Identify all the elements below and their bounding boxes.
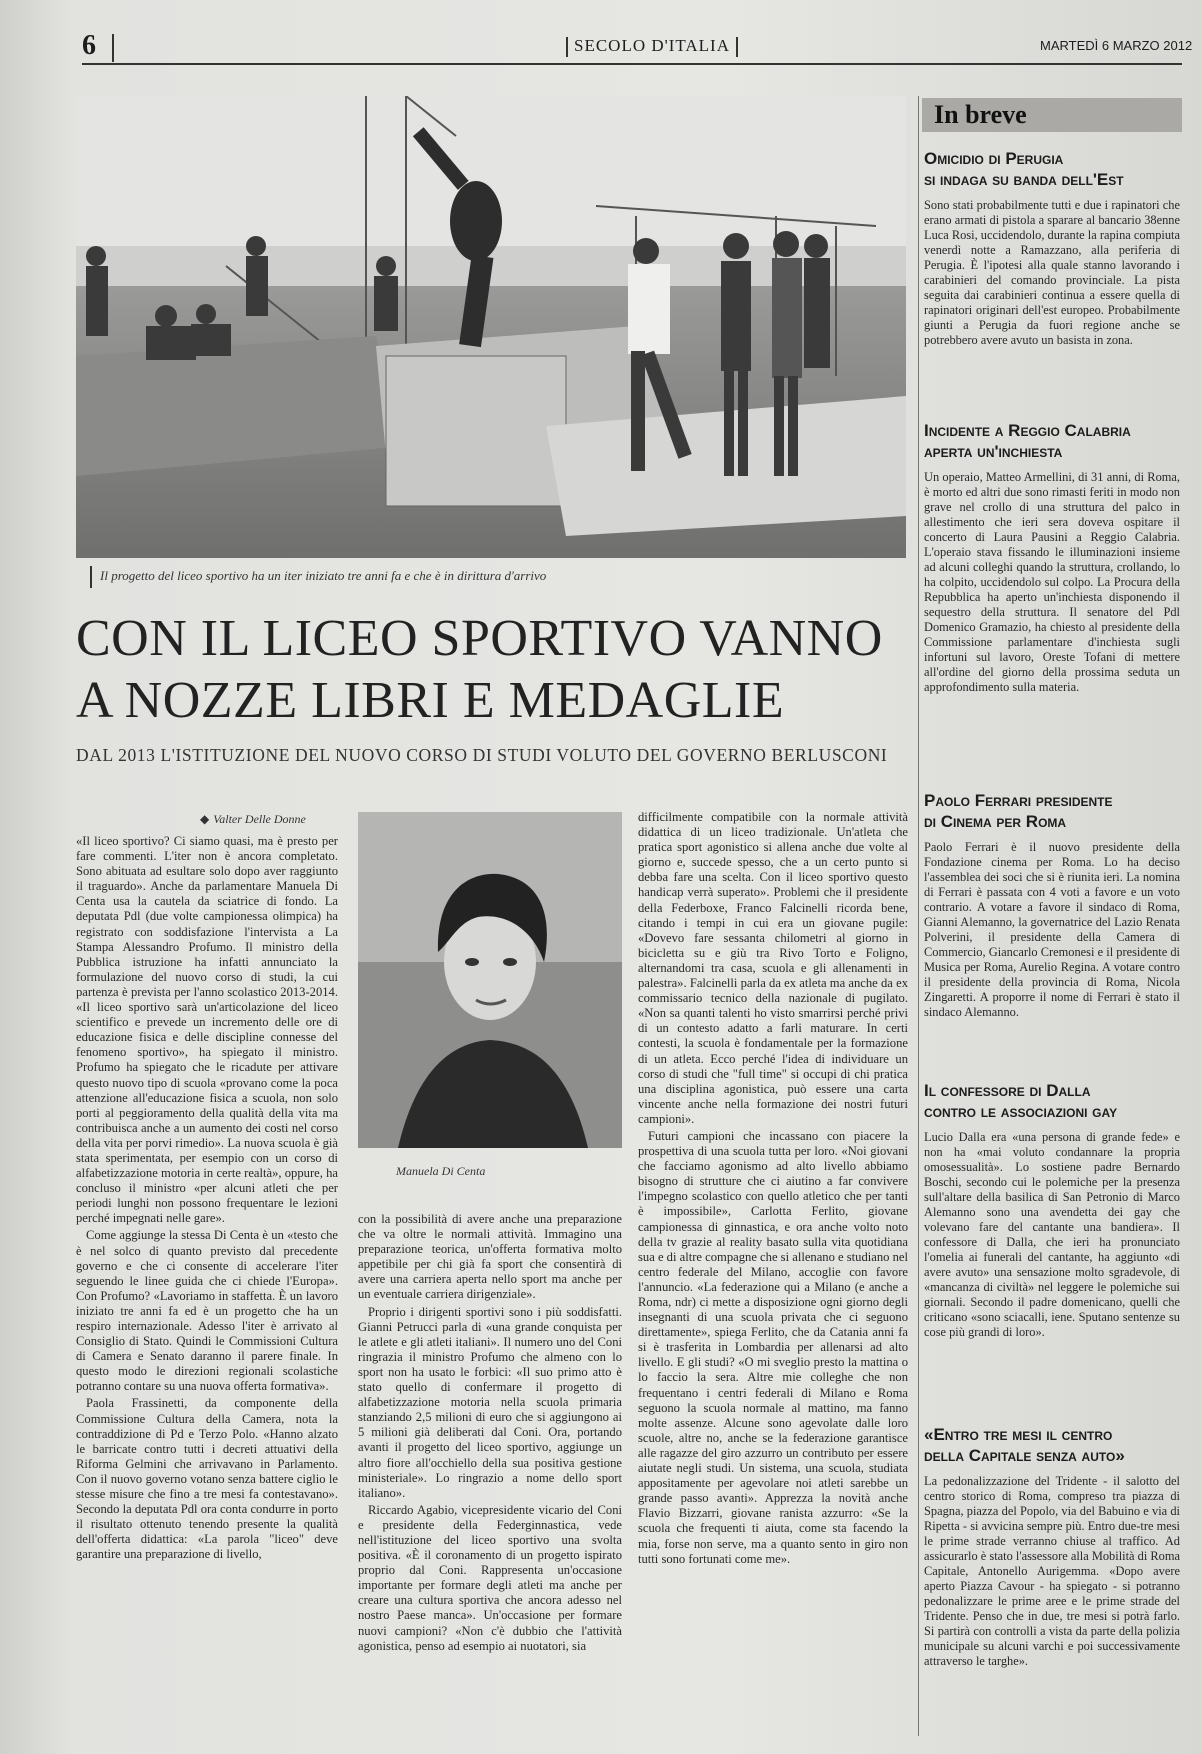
headline-line-1: CON IL LICEO SPORTIVO VANNO bbox=[76, 610, 883, 667]
sidebar-divider bbox=[918, 96, 919, 1736]
photo-caption-text: Il progetto del liceo sportivo ha un iter iniziato tre anni fa e che è in dirittura d'arrivo bbox=[100, 567, 547, 583]
brief-title-line: Paolo Ferrari presidente bbox=[924, 791, 1113, 810]
header-divider bbox=[112, 34, 114, 62]
article-headline bbox=[76, 608, 916, 732]
brief-title bbox=[924, 1080, 1184, 1122]
brief-title-line: contro le associazioni gay bbox=[924, 1102, 1118, 1121]
article-paragraph: Futuri campioni che incassano con piacere la prospettiva di una scuola tutta per loro. «Noi giovani che facciamo agonismo ad alto livello abbiamo bisogno di strutture che ci aiutino a far convivere l'impegno scolastico con quello atletico che per tanti è impossibile», Carlotta Ferlito, giovane campionessa di ginnastica, e ora anche volto noto della tv grazie al reality basato sulla vita quotidiana sua e di altre compagne che si allenano e studiano nel centro federale del Milano, accoglie con favore l'annuncio. «La federazione qui a Milano (e anche a Roma, ndr) ci mette a disposizione ogni giorno degli insegnanti di una scuola privata che ci seguono direttamente», spiega Ferlito, che da Catania anni fa si è trasferita in Lombardia per allenarsi ad alto livello. E gli studi? «O mi sveglio presto la mattina o lo faccio la sera. Altre mie colleghe che non frequentano i centri federali di Milano e Roma seguono la scuola normale al mattino, ma fanno molte assenze. Alcune sono agevolate dalle loro scuole, altre no, anche se la federazione garantisce alle ragazze del giro azzurro un contributo per essere aiutate negli studi. Un sistema, una scuola, studiata appositamente per agevolare noi atleti sarebbe un grande passo avanti». Apprezza la novità anche Flavio Bizzarri, giovane ranista azzurro: «Se la scuola che frequenti ti aiuta, come sta facendo la mia, forse non serve, ma a quanto sento in giro non tutti sono fortunati come me». bbox=[638, 1128, 908, 1566]
masthead-bar-right bbox=[736, 37, 738, 57]
brief-text: La pedonalizzazione del Tridente - il salotto del centro storico di Roma, compreso tra piazza di Spagna, piazza del Popolo, via del Babuino e via di Ripetta - si avvicina sempre più. Entro due-tre mesi le prime strade verranno chiuse al traffico. Ad assicurarlo è stato l'assessore alla Mobilità di Roma Capitale, Antonello Aurigemma. «Dopo avere aperto Piazza Cavour - ha spiegato - si potranno pedonalizzare le prime aree e le prime strade del Tridente. Penso che in due, tre mesi si potrà farlo. Si partirà con controlli a vista da parte della polizia municipale su alcuni varchi e poi successivamente attraverso le targhe». bbox=[924, 1474, 1180, 1668]
sidebar-header bbox=[922, 98, 1182, 132]
brief-title-line: di Cinema per Roma bbox=[924, 812, 1067, 831]
brief-title bbox=[924, 790, 1184, 832]
portrait-illustration bbox=[358, 812, 622, 1148]
article-paragraph: Come aggiunge la stessa Di Centa è un «testo che è nel solco di quanto previsto dal precedente governo e che ci consente di accelerare l'iter seguendo le linee guida che ci chiede l'Europa». Con Profumo? «Lavoriamo in staffetta. È un lavoro iniziato tre anni fa ed è un progetto che ha un respiro internazionale. Adesso l'iter è arrivato al Consiglio di Stato. Quindi le Commissioni Cultura di Camera e Senato daranno il parere finale. In questo modo le direzioni regionali scolastiche potranno contare su una nuova offerta formativa». bbox=[76, 1228, 338, 1394]
brief-title bbox=[924, 148, 1184, 190]
gymnastics-photo bbox=[76, 96, 906, 558]
article-column-3 bbox=[638, 810, 908, 1569]
brief-text: Lucio Dalla era «una persona di grande fede» e non ha «mai voluto condannare la propria omosessualità». Lo sostiene padre Bernardo Boschi, secondo cui le polemiche per la presenza sull'altare della basilica di San Petronio di Marco Alemanno sono una avendetta dei gay che volevano fare del cantante una bandiera». Il confessore di Dalla, che ieri ha pronunciato l'omelia ai funerali del cantante, ha aggiunto «di avere avuto» una sensazione molto sgradevole, di «mancanza di civiltà» nel leggere le polemiche sui giornali. Secondo il padre domenicano, quelli che criticano «sono sciacalli, iene. Sputano sentenze su cose più grandi di loro». bbox=[924, 1130, 1180, 1339]
portrait-photo bbox=[358, 812, 622, 1148]
brief-text: Un operaio, Matteo Armellini, di 31 anni, di Roma, è morto ed altri due sono rimasti feriti in modo non grave nel crollo di una struttura del palco in allestimento che ieri sera doveva ospitare il concerto di Laura Pausini a Reggio Calabria. L'operaio stava fissando le illuminazioni insieme ad alcuni colleghi quando la struttura, crollando, lo ha colpito, uccidendolo sul colpo. La Procura della Repubblica ha aperto un'inchiesta disponendo il sequestro della struttura. Il senatore del Pdl Domenico Gramazio, ha chiesto al presidente della Commissione parlamentare d'inchiesta sugli infortuni sul lavoro, Oreste Tofani di mettere all'ordine del giorno della prossima seduta un approfondimento sulla materia. bbox=[924, 470, 1180, 694]
photo-caption bbox=[90, 566, 546, 588]
issue-date: MARTEDÌ 6 MARZO 2012 bbox=[1040, 38, 1193, 53]
article-paragraph: Paola Frassinetti, da componente della Commissione Cultura della Camera, nota la contraddizione di Pd e Terzo Polo. «Hanno alzato le barricate contro tutti i decreti attuativi della Riforma Gelmini che arrivavano in Parlamento. Con il nuovo governo votano senza battere ciglio le stesse misure che fino a tre mesi fa contestavano». Secondo la deputata Pdl ora conta condurre in porto il risultato ottenuto tenendo presente la qualità dell'offerta didattica: «La parola "liceo" deve garantire una preparazione di livello, bbox=[76, 1396, 338, 1562]
page-header bbox=[0, 0, 1202, 70]
article-paragraph: Riccardo Agabio, vicepresidente vicario del Coni e presidente della Federginnastica, vede nell'istituzione del liceo sportivo una svolta positiva. «È il coronamento di un progetto ispirato proprio dal Coni. Rappresenta un'occasione importante per formare degli atleti ma anche per creare una cultura sportiva che ancora adesso nel nostro Paese manca». Un'occasione per formare nuovi campioni? «Non c'è dubbio che l'attività agonistica, penso ad esempio ai nuotatori, sia bbox=[358, 1502, 622, 1653]
brief-title-line: Il confessore di Dalla bbox=[924, 1081, 1091, 1100]
article-column-1 bbox=[76, 834, 338, 1565]
header-rule bbox=[82, 63, 1182, 65]
article-subhead: DAL 2013 L'ISTITUZIONE DEL NUOVO CORSO DI STUDI VOLUTO DEL GOVERNO BERLUSCONI bbox=[76, 745, 888, 765]
article-paragraph: Proprio i dirigenti sportivi sono i più soddisfatti. Gianni Petrucci parla di «una grande conquista per le atlete e gli atleti italiani». Il numero uno del Coni ringrazia il ministro Profumo che almeno con lo sport non ha usato le forbici: «Il suo primo atto è stato quello di confermare il progetto di alfabetizzazione motoria nella scuola primaria stanziando 2,5 milioni di euro che si aggiungono ai 5 milioni già deliberati dal Coni. Ora, portando avanti il progetto del liceo sportivo, aggiunge un altro fiore all'occhiello della sua positiva gestione ministeriale». Lo ringrazio a nome dello sport italiano». bbox=[358, 1304, 622, 1500]
article-paragraph: difficilmente compatibile con la normale attività didattica di un liceo tradizionale. Un'atleta che pratica sport agonistico si allena anche due volte al giorno e, succede spesso, che a un certo punto si debba fare una scelta. Con il liceo sportivo questo handicap verrà superato». Problemi che il presidente della Federboxe, Franco Falcinelli ricorda bene, citando i tempi in cui era un giovane pugile: «Dovevo fare sessanta chilometri al giorno in bicicletta su e giù tra Rivo Torto e Foligno, alternandomi tra casa, scuola e gli allenamenti in palestra». Falcinelli parla da ex atleta ma anche da ex commissario tecnico della nazionale di pugilato. «Non sa quanti talenti ho visto smarrirsi perché privi di un contesto adatto a farli maturare. In certi contesti, la scuola è fondamentale per la formazione di un atleta. Ecco perché l'idea di individuare un corso di studi che "full time" si occupi di chi pratica una disciplina agonistica, può essere una carta vincente anche nella formazione dei nostri futuri campioni». bbox=[638, 810, 908, 1126]
page-number: 6 bbox=[82, 30, 96, 61]
byline-author: Valter Delle Donne bbox=[213, 812, 306, 826]
masthead bbox=[560, 36, 744, 57]
brief-title-line: Incidente a Reggio Calabria bbox=[924, 421, 1131, 440]
brief-title bbox=[924, 420, 1184, 462]
article-paragraph: con la possibilità di avere anche una preparazione che va oltre le normali attività. Immagino una preparazione teorica, un'offerta formativa molto appetibile per chi già fa sport che consentirà di avere una carriera aperta nello sport ma anche per un eventuale carriera dirigenziale». bbox=[358, 1212, 622, 1302]
article-column-2 bbox=[358, 1212, 622, 1656]
byline bbox=[200, 812, 306, 827]
brief-title-line: si indaga su banda dell'Est bbox=[924, 170, 1124, 189]
masthead-bar-left bbox=[566, 37, 568, 57]
brief-title-line: della Capitale senza auto» bbox=[924, 1446, 1125, 1465]
portrait-caption: Manuela Di Centa bbox=[396, 1164, 486, 1178]
brief-title bbox=[924, 1424, 1184, 1466]
brief-text: Paolo Ferrari è il nuovo presidente della Fondazione cinema per Roma. Lo ha deciso l'assemblea dei soci che si è riunita ieri. La nomina di Ferrari è passata con 4 voti a favore e un voto contrario. A votare a favore il sindaco di Roma, Gianni Alemanno, la governatrice del Lazio Renata Polverini, il presidente della Camera di Commercio, Giancarlo Cremonesi e il presidente di Musica per Roma, Aurelio Regina. A votare contro il presidente della provincia di Roma, Nicola Zingaretti. A proporre il nome di Ferrari è stato il sindaco Alemanno. bbox=[924, 840, 1180, 1019]
sidebar-title: In breve bbox=[934, 100, 1027, 129]
masthead-text: SECOLO D'ITALIA bbox=[574, 36, 730, 55]
gym-scene-illustration bbox=[76, 96, 906, 558]
brief-text: Sono stati probabilmente tutti e due i rapinatori che erano armati di pistola a sparare al bancario 38enne Luca Rosi, uccidendolo, durante la rapina compiuta venerdì notte a Ramazzano, alla periferia di Perugia. È l'ipotesi alla quale stanno lavorando i carabinieri del comando provinciale. La pista seguita dai carabinieri continua a essere quella di rapinatori originari dell'est europeo. Probabilmente giunti a Perugia da fuori regione anche se potrebbero avere avuto un basista in zona. bbox=[924, 198, 1180, 347]
caption-mark bbox=[90, 566, 92, 588]
headline-line-2: A NOZZE LIBRI E MEDAGLIE bbox=[76, 672, 785, 729]
brief-title-line: aperta un'inchiesta bbox=[924, 442, 1063, 461]
brief-title-line: «Entro tre mesi il centro bbox=[924, 1425, 1113, 1444]
article-paragraph: «Il liceo sportivo? Ci siamo quasi, ma è presto per fare commenti. L'iter non è ancora completato. Sono abituata ad esultare solo dopo aver raggiunto il traguardo». Anche da parlamentare Manuela Di Centa usa la cautela da sciatrice di fondo. La deputata Pdl (due volte campionessa olimpica) ha registrato con soddisfazione l'intervista a La Stampa Alessandro Profumo. Il ministro della Pubblica istruzione ha infatti annunciato la formulazione del nuovo corso di studi, la cui partenza è prevista per l'anno scolastico 2013-2014. «Il liceo sportivo sarà un'articolazione del liceo scientifico e prevede un incremento delle ore di educazione fisica e delle discipline connesse del fenomeno sportivo», ha spiegato il ministro. Profumo ha spiegato che le ricadute per attivare questo nuovo tipo di scuola «provano come la poca attenzione all'educazione fisica a scuola, non solo porti al peggioramento della qualità della vita ma contribuisca anche a un aumento dei costi nel corso della vita per porvi rimedio». La nuova scuola è già stata sperimentata, per esempio con un corso di alfabetizzazione motoria in certe realtà», oppure, ha concluso il ministro «per alcuni atleti che per periodi lunghi non possono frequentare le lezioni perché impegnati nelle gare». bbox=[76, 834, 338, 1226]
brief-title-line: Omicidio di Perugia bbox=[924, 149, 1064, 168]
byline-diamond-icon: ◆ bbox=[200, 812, 210, 826]
